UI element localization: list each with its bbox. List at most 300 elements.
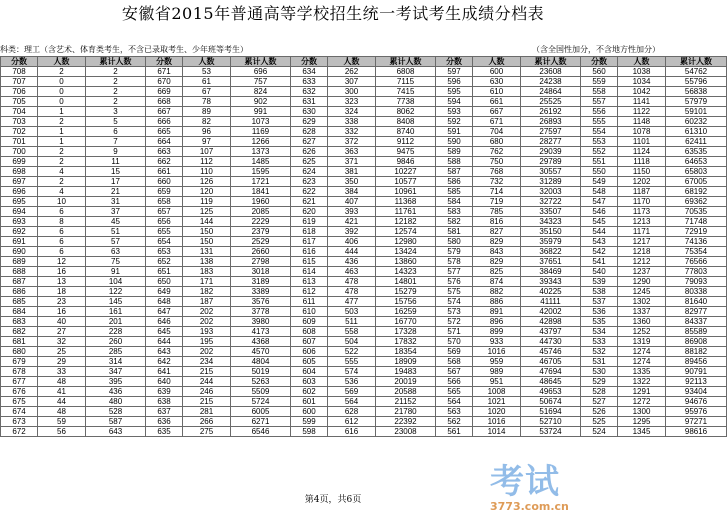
column-header: 分数 (1, 57, 38, 67)
table-cell: 671 (146, 67, 183, 77)
table-cell: 1 (38, 137, 86, 147)
table-cell: 991 (231, 107, 291, 117)
table-cell: 18909 (376, 357, 436, 367)
table-cell: 553 (581, 137, 618, 147)
table-cell: 406 (328, 237, 376, 247)
table-cell: 150 (183, 227, 231, 237)
table-cell: 670 (146, 77, 183, 87)
table-cell: 530 (581, 367, 618, 377)
table-cell: 621 (291, 197, 328, 207)
table-cell: 1141 (618, 97, 666, 107)
table-cell: 145 (86, 297, 146, 307)
table-cell: 22392 (376, 417, 436, 427)
table-cell: 187 (183, 297, 231, 307)
table-cell: 244 (183, 377, 231, 387)
table-cell: 107 (183, 147, 231, 157)
table-cell: 7738 (376, 97, 436, 107)
table-cell: 600 (291, 407, 328, 417)
table-cell: 824 (231, 87, 291, 97)
table-cell: 554 (581, 127, 618, 137)
table-cell: 12182 (376, 217, 436, 227)
table-cell: 14801 (376, 277, 436, 287)
table-cell: 2 (38, 117, 86, 127)
table-cell: 528 (581, 387, 618, 397)
table-cell: 8 (38, 217, 86, 227)
table-cell: 595 (436, 87, 473, 97)
table-cell: 574 (436, 297, 473, 307)
table-cell: 5509 (231, 387, 291, 397)
table-cell: 626 (291, 147, 328, 157)
table-cell: 5019 (231, 367, 291, 377)
table-cell: 7 (86, 137, 146, 147)
table-cell: 524 (581, 427, 618, 437)
table-cell: 59 (38, 417, 86, 427)
table-cell: 307 (328, 77, 376, 87)
table-cell: 562 (436, 417, 473, 427)
table-cell: 816 (473, 217, 521, 227)
table-cell: 407 (328, 197, 376, 207)
bonus-note: （含全国性加分，不含地方性加分） (532, 45, 660, 54)
table-cell: 567 (436, 367, 473, 377)
table-cell: 478 (328, 287, 376, 297)
table-row (1, 297, 727, 307)
table-cell: 1169 (231, 127, 291, 137)
table-cell: 630 (473, 77, 521, 87)
table-cell: 17832 (376, 337, 436, 347)
table-cell: 16 (38, 267, 86, 277)
table-cell: 570 (436, 337, 473, 347)
table-cell: 598 (291, 427, 328, 437)
table-cell: 266 (183, 417, 231, 427)
table-cell: 1034 (618, 77, 666, 87)
table-cell: 768 (473, 167, 521, 177)
table-cell: 6 (86, 127, 146, 137)
table-cell: 39343 (521, 277, 581, 287)
table-cell: 573 (436, 307, 473, 317)
table-cell: 631 (291, 97, 328, 107)
table-cell: 64653 (666, 157, 727, 167)
table-cell: 363 (328, 147, 376, 157)
table-cell: 608 (291, 327, 328, 337)
table-cell: 2 (38, 177, 86, 187)
table-cell: 1217 (618, 237, 666, 247)
table-cell: 1073 (231, 117, 291, 127)
table-cell: 536 (328, 377, 376, 387)
table-cell: 681 (1, 337, 38, 347)
table-cell: 691 (1, 237, 38, 247)
table-cell: 53 (183, 67, 231, 77)
table-cell: 96 (183, 127, 231, 137)
table-cell: 2660 (231, 247, 291, 257)
table-cell: 16770 (376, 317, 436, 327)
table-cell: 28277 (521, 137, 581, 147)
table-cell: 1319 (618, 337, 666, 347)
table-cell: 324 (328, 107, 376, 117)
table-row (1, 347, 727, 357)
table-cell: 719 (473, 197, 521, 207)
table-cell: 651 (146, 267, 183, 277)
table-cell: 732 (473, 177, 521, 187)
table-cell: 1118 (618, 157, 666, 167)
table-cell: 667 (146, 107, 183, 117)
table-cell: 643 (86, 427, 146, 437)
table-cell: 708 (1, 67, 38, 77)
table-cell: 34323 (521, 217, 581, 227)
table-cell: 477 (328, 297, 376, 307)
table-cell: 23 (38, 297, 86, 307)
column-header: 累计人数 (376, 57, 436, 67)
table-cell: 677 (1, 377, 38, 387)
table-cell: 38469 (521, 267, 581, 277)
column-header: 分数 (291, 57, 328, 67)
table-row (1, 87, 727, 97)
table-cell: 4 (38, 167, 86, 177)
table-cell: 463 (328, 267, 376, 277)
table-cell: 15756 (376, 297, 436, 307)
table-cell: 704 (1, 107, 38, 117)
table-cell: 1020 (473, 407, 521, 417)
table-cell: 15 (86, 167, 146, 177)
table-cell: 63 (86, 247, 146, 257)
table-cell: 23608 (521, 67, 581, 77)
table-cell: 648 (146, 297, 183, 307)
table-cell: 1122 (618, 107, 666, 117)
table-row (1, 287, 727, 297)
table-cell: 89 (183, 107, 231, 117)
table-cell: 700 (1, 147, 38, 157)
table-cell: 674 (1, 407, 38, 417)
table-cell: 1148 (618, 117, 666, 127)
table-cell: 902 (231, 97, 291, 107)
table-cell: 659 (146, 187, 183, 197)
table-cell: 706 (1, 87, 38, 97)
table-cell: 4804 (231, 357, 291, 367)
table-row (1, 237, 727, 247)
table-cell: 587 (436, 167, 473, 177)
table-cell: 528 (86, 407, 146, 417)
table-cell: 21780 (376, 407, 436, 417)
table-cell: 350 (328, 177, 376, 187)
table-cell: 785 (473, 207, 521, 217)
table-cell: 565 (436, 387, 473, 397)
column-header: 累计人数 (521, 57, 581, 67)
table-cell: 696 (231, 67, 291, 77)
table-cell: 576 (436, 277, 473, 287)
table-cell: 94676 (666, 397, 727, 407)
column-header: 人数 (183, 57, 231, 67)
table-cell: 0 (38, 77, 86, 87)
table-cell: 171 (183, 277, 231, 287)
table-cell: 61310 (666, 127, 727, 137)
table-cell: 0 (38, 97, 86, 107)
table-cell: 1345 (618, 427, 666, 437)
table-cell: 705 (1, 97, 38, 107)
table-cell: 534 (581, 327, 618, 337)
table-cell: 1373 (231, 147, 291, 157)
table-cell: 6005 (231, 407, 291, 417)
table-cell: 542 (581, 247, 618, 257)
table-cell: 112 (183, 157, 231, 167)
table-cell: 1202 (618, 177, 666, 187)
table-cell: 640 (146, 377, 183, 387)
table-cell: 536 (581, 307, 618, 317)
column-header: 累计人数 (86, 57, 146, 67)
table-cell: 161 (86, 307, 146, 317)
table-cell: 4570 (231, 347, 291, 357)
table-cell: 899 (473, 327, 521, 337)
table-cell: 1335 (618, 367, 666, 377)
table-cell: 110 (183, 167, 231, 177)
table-cell: 531 (581, 357, 618, 367)
table-cell: 1150 (618, 167, 666, 177)
table-cell: 703 (1, 117, 38, 127)
table-cell: 13424 (376, 247, 436, 257)
table-cell: 2379 (231, 227, 291, 237)
table-cell: 656 (146, 217, 183, 227)
table-cell: 7415 (376, 87, 436, 97)
table-cell: 579 (436, 247, 473, 257)
table-cell: 628 (328, 407, 376, 417)
table-cell: 4 (38, 187, 86, 197)
table-cell: 3018 (231, 267, 291, 277)
table-cell: 2 (38, 67, 86, 77)
table-cell: 610 (291, 307, 328, 317)
table-cell: 588 (436, 157, 473, 167)
table-cell: 228 (86, 327, 146, 337)
table-row (1, 217, 727, 227)
table-cell: 122 (86, 287, 146, 297)
page-title: 安徽省2015年普通高等学校招生统一考试考生成绩分档表 (121, 4, 545, 23)
table-cell: 825 (473, 267, 521, 277)
table-row (1, 257, 727, 267)
table-cell: 666 (146, 117, 183, 127)
table-cell: 566 (436, 377, 473, 387)
table-cell: 41111 (521, 297, 581, 307)
table-cell: 11368 (376, 197, 436, 207)
table-cell: 641 (146, 367, 183, 377)
table-cell: 696 (1, 187, 38, 197)
table-cell: 2798 (231, 257, 291, 267)
table-cell: 1 (38, 107, 86, 117)
table-cell: 680 (473, 137, 521, 147)
table-cell: 882 (473, 287, 521, 297)
table-row (1, 357, 727, 367)
table-row (1, 187, 727, 197)
table-cell: 564 (436, 397, 473, 407)
table-cell: 1171 (618, 227, 666, 237)
table-row (1, 247, 727, 257)
table-row (1, 317, 727, 327)
table-cell: 1245 (618, 287, 666, 297)
table-cell: 2085 (231, 207, 291, 217)
table-cell: 45746 (521, 347, 581, 357)
table-cell: 85589 (666, 327, 727, 337)
table-cell: 19483 (376, 367, 436, 377)
table-row (1, 377, 727, 387)
table-cell: 480 (86, 397, 146, 407)
table-cell: 545 (581, 217, 618, 227)
table-cell: 7115 (376, 77, 436, 87)
table-cell: 24864 (521, 87, 581, 97)
table-cell: 27597 (521, 127, 581, 137)
table-cell: 1841 (231, 187, 291, 197)
table-cell: 9112 (376, 137, 436, 147)
table-cell: 35979 (521, 237, 581, 247)
table-cell: 529 (581, 377, 618, 387)
table-cell: 3778 (231, 307, 291, 317)
table-cell: 1101 (618, 137, 666, 147)
table-cell: 2 (86, 97, 146, 107)
table-cell: 558 (328, 327, 376, 337)
table-cell: 16259 (376, 307, 436, 317)
table-cell: 695 (1, 197, 38, 207)
table-cell: 12 (38, 257, 86, 267)
table-cell: 57 (86, 237, 146, 247)
table-cell: 689 (1, 257, 38, 267)
table-cell: 62411 (666, 137, 727, 147)
table-cell: 42898 (521, 317, 581, 327)
table-cell: 47694 (521, 367, 581, 377)
table-cell: 605 (291, 357, 328, 367)
table-cell: 202 (183, 317, 231, 327)
table-cell: 23008 (376, 427, 436, 437)
table-cell: 561 (436, 427, 473, 437)
column-header: 人数 (473, 57, 521, 67)
table-row (1, 127, 727, 137)
table-row (1, 167, 727, 177)
table-cell: 381 (328, 167, 376, 177)
table-cell: 3576 (231, 297, 291, 307)
table-cell: 671 (473, 117, 521, 127)
table-cell: 72919 (666, 227, 727, 237)
table-cell: 2 (86, 77, 146, 87)
table-cell: 636 (146, 417, 183, 427)
table-cell: 762 (473, 147, 521, 157)
table-cell: 393 (328, 207, 376, 217)
table-cell: 1960 (231, 197, 291, 207)
table-row (1, 117, 727, 127)
table-cell: 202 (183, 307, 231, 317)
table-cell: 314 (86, 357, 146, 367)
table-cell: 10 (38, 197, 86, 207)
table-cell: 586 (436, 177, 473, 187)
table-cell: 1 (38, 127, 86, 137)
table-cell: 92113 (666, 377, 727, 387)
table-cell: 599 (291, 417, 328, 427)
table-cell: 1290 (618, 277, 666, 287)
table-cell: 1170 (618, 197, 666, 207)
column-header: 累计人数 (666, 57, 727, 67)
table-cell: 618 (291, 227, 328, 237)
table-cell: 563 (436, 407, 473, 417)
table-cell: 478 (328, 277, 376, 287)
table-cell: 538 (581, 287, 618, 297)
table-cell: 234 (183, 357, 231, 367)
table-row (1, 137, 727, 147)
table-cell: 578 (436, 257, 473, 267)
table-cell: 1021 (473, 397, 521, 407)
table-cell: 886 (473, 297, 521, 307)
table-cell: 698 (1, 167, 38, 177)
watermark-url: 3773.com.cn (490, 500, 569, 513)
table-cell: 649 (146, 287, 183, 297)
table-cell: 694 (1, 207, 38, 217)
table-row (1, 67, 727, 77)
table-cell: 48645 (521, 377, 581, 387)
table-cell: 82 (183, 117, 231, 127)
table-cell: 65803 (666, 167, 727, 177)
table-cell: 75 (86, 257, 146, 267)
table-cell: 627 (291, 137, 328, 147)
table-cell: 76566 (666, 257, 727, 267)
table-row (1, 267, 727, 277)
table-row (1, 207, 727, 217)
table-cell: 18354 (376, 347, 436, 357)
table-cell: 613 (291, 277, 328, 287)
table-cell: 680 (1, 347, 38, 357)
table-cell: 896 (473, 317, 521, 327)
table-cell: 667 (473, 107, 521, 117)
table-row (1, 397, 727, 407)
table-cell: 48 (38, 407, 86, 417)
table-row (1, 77, 727, 87)
table-cell: 338 (328, 117, 376, 127)
table-cell: 642 (146, 357, 183, 367)
table-cell: 91 (86, 267, 146, 277)
table-cell: 584 (436, 197, 473, 207)
table-row (1, 107, 727, 117)
table-cell: 609 (291, 317, 328, 327)
table-cell: 260 (86, 337, 146, 347)
table-cell: 611 (291, 297, 328, 307)
table-cell: 86908 (666, 337, 727, 347)
table-cell: 829 (473, 257, 521, 267)
table-cell: 49653 (521, 387, 581, 397)
table-cell: 675 (1, 397, 38, 407)
table-cell: 558 (581, 87, 618, 97)
table-row (1, 147, 727, 157)
table-cell: 4368 (231, 337, 291, 347)
table-cell: 617 (291, 237, 328, 247)
table-cell: 90791 (666, 367, 727, 377)
table-cell: 585 (436, 187, 473, 197)
table-cell: 690 (1, 247, 38, 257)
table-cell: 503 (328, 307, 376, 317)
table-cell: 52710 (521, 417, 581, 427)
table-cell: 643 (146, 347, 183, 357)
table-cell: 37651 (521, 257, 581, 267)
table-cell: 97271 (666, 417, 727, 427)
table-cell: 35150 (521, 227, 581, 237)
table-cell: 1124 (618, 147, 666, 157)
table-cell: 63535 (666, 147, 727, 157)
table-cell: 630 (291, 107, 328, 117)
table-cell: 564 (328, 397, 376, 407)
table-cell: 1274 (618, 347, 666, 357)
table-cell: 1237 (618, 267, 666, 277)
table-cell: 56 (38, 427, 86, 437)
table-cell: 21 (86, 187, 146, 197)
column-header: 分数 (436, 57, 473, 67)
table-cell: 580 (436, 237, 473, 247)
table-cell: 18 (38, 287, 86, 297)
table-cell: 612 (328, 417, 376, 427)
table-cell: 201 (86, 317, 146, 327)
table-cell: 827 (473, 227, 521, 237)
table-cell: 215 (183, 397, 231, 407)
table-cell: 556 (581, 107, 618, 117)
table-cell: 10577 (376, 177, 436, 187)
